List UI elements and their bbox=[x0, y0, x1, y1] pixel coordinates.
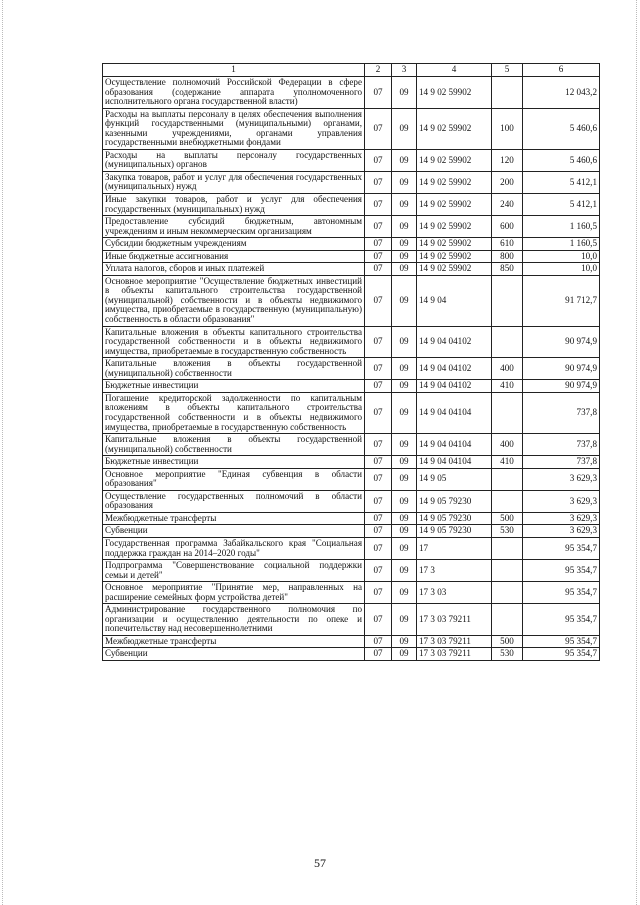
row-amount: 90 974,9 bbox=[523, 358, 600, 380]
row-subsection: 09 bbox=[392, 263, 417, 276]
row-subsection: 09 bbox=[392, 537, 417, 559]
row-target-article: 17 3 03 79211 bbox=[417, 635, 492, 648]
row-name: Межбюджетные трансферты bbox=[103, 512, 365, 525]
table-row bbox=[103, 326, 600, 358]
table-row bbox=[103, 194, 600, 216]
row-subsection: 09 bbox=[392, 648, 417, 661]
scan-edge-right bbox=[636, 0, 637, 905]
row-amount: 3 629,3 bbox=[523, 512, 600, 525]
row-subsection: 09 bbox=[392, 434, 417, 456]
row-amount: 5 412,1 bbox=[523, 171, 600, 193]
row-name: Расходы на выплаты персоналу государственных (муниципальных) органов bbox=[103, 149, 365, 171]
scan-edge-left bbox=[2, 0, 3, 905]
row-name: Субвенции bbox=[103, 525, 365, 538]
row-expense-type bbox=[492, 560, 523, 582]
row-expense-type: 530 bbox=[492, 525, 523, 538]
row-expense-type: 500 bbox=[492, 635, 523, 648]
row-amount: 95 354,7 bbox=[523, 560, 600, 582]
row-amount: 95 354,7 bbox=[523, 582, 600, 604]
row-target-article: 14 9 04 04104 bbox=[417, 434, 492, 456]
row-amount: 90 974,9 bbox=[523, 380, 600, 393]
row-amount: 95 354,7 bbox=[523, 635, 600, 648]
row-amount: 737,8 bbox=[523, 434, 600, 456]
table-header-row bbox=[103, 64, 600, 77]
table-row bbox=[103, 108, 600, 149]
row-expense-type: 530 bbox=[492, 648, 523, 661]
row-amount: 737,8 bbox=[523, 456, 600, 469]
row-expense-type bbox=[492, 582, 523, 604]
table-row bbox=[103, 238, 600, 251]
row-section: 07 bbox=[365, 648, 392, 661]
row-subsection: 09 bbox=[392, 238, 417, 251]
table-row bbox=[103, 171, 600, 193]
row-section: 07 bbox=[365, 358, 392, 380]
row-amount: 1 160,5 bbox=[523, 216, 600, 238]
row-expense-type: 410 bbox=[492, 456, 523, 469]
row-subsection: 09 bbox=[392, 380, 417, 393]
row-target-article: 14 9 05 bbox=[417, 468, 492, 490]
table-row bbox=[103, 392, 600, 433]
row-expense-type bbox=[492, 468, 523, 490]
row-section: 07 bbox=[365, 490, 392, 512]
row-subsection: 09 bbox=[392, 194, 417, 216]
row-amount: 5 460,6 bbox=[523, 108, 600, 149]
table-row bbox=[103, 635, 600, 648]
row-target-article: 17 bbox=[417, 537, 492, 559]
row-section: 07 bbox=[365, 468, 392, 490]
row-name: Бюджетные инвестиции bbox=[103, 380, 365, 393]
header-col-1: 1 bbox=[103, 64, 365, 77]
row-name: Уплата налогов, сборов и иных платежей bbox=[103, 263, 365, 276]
table-row bbox=[103, 434, 600, 456]
row-amount: 737,8 bbox=[523, 392, 600, 433]
row-section: 07 bbox=[365, 250, 392, 263]
row-name: Капитальные вложения в объекты государственной (муниципальной) собственности bbox=[103, 434, 365, 456]
row-name: Основное мероприятие "Принятие мер, направленных на расширение семейных форм устройства детей" bbox=[103, 582, 365, 604]
row-amount: 5 412,1 bbox=[523, 194, 600, 216]
header-col-6: 6 bbox=[523, 64, 600, 77]
row-expense-type: 800 bbox=[492, 250, 523, 263]
row-section: 07 bbox=[365, 456, 392, 469]
row-name: Погашение кредиторской задолженности по капитальным вложениям в объекты капитального строительства государственной собственности и в объекты недвижимого имущества, приобретаемые в государственную собственность bbox=[103, 392, 365, 433]
row-section: 07 bbox=[365, 582, 392, 604]
table-row bbox=[103, 456, 600, 469]
row-subsection: 09 bbox=[392, 216, 417, 238]
row-section: 07 bbox=[365, 512, 392, 525]
row-section: 07 bbox=[365, 171, 392, 193]
row-section: 07 bbox=[365, 275, 392, 326]
row-target-article: 14 9 04 04102 bbox=[417, 326, 492, 358]
row-target-article: 17 3 03 79211 bbox=[417, 604, 492, 636]
row-amount: 1 160,5 bbox=[523, 238, 600, 251]
table-row bbox=[103, 216, 600, 238]
row-section: 07 bbox=[365, 194, 392, 216]
row-target-article: 14 9 04 04104 bbox=[417, 456, 492, 469]
row-expense-type bbox=[492, 537, 523, 559]
row-subsection: 09 bbox=[392, 456, 417, 469]
row-target-article: 14 9 02 59902 bbox=[417, 77, 492, 109]
header-col-2: 2 bbox=[365, 64, 392, 77]
budget-table bbox=[102, 63, 600, 661]
row-expense-type: 610 bbox=[492, 238, 523, 251]
row-amount: 91 712,7 bbox=[523, 275, 600, 326]
row-target-article: 14 9 02 59902 bbox=[417, 250, 492, 263]
header-col-3: 3 bbox=[392, 64, 417, 77]
row-target-article: 17 3 bbox=[417, 560, 492, 582]
row-expense-type: 400 bbox=[492, 358, 523, 380]
row-name: Основное мероприятие "Осуществление бюджетных инвестиций в объекты капитального строительства государственной (муниципальной) собственности и в объекты недвижимого имущества, приобретаемые в государственную (муниципальную) собственность в области образования" bbox=[103, 275, 365, 326]
row-section: 07 bbox=[365, 149, 392, 171]
table-row bbox=[103, 604, 600, 636]
row-section: 07 bbox=[365, 238, 392, 251]
row-name: Капитальные вложения в объекты капитального строительства государственной собственности и в объекты недвижимого имущества, приобретаемые в государственную собственность bbox=[103, 326, 365, 358]
row-section: 07 bbox=[365, 635, 392, 648]
row-subsection: 09 bbox=[392, 326, 417, 358]
row-section: 07 bbox=[365, 604, 392, 636]
row-expense-type: 410 bbox=[492, 380, 523, 393]
row-expense-type: 100 bbox=[492, 108, 523, 149]
row-amount: 95 354,7 bbox=[523, 604, 600, 636]
row-amount: 12 043,2 bbox=[523, 77, 600, 109]
row-section: 07 bbox=[365, 326, 392, 358]
row-section: 07 bbox=[365, 392, 392, 433]
table-row bbox=[103, 648, 600, 661]
row-target-article: 14 9 02 59902 bbox=[417, 149, 492, 171]
row-subsection: 09 bbox=[392, 604, 417, 636]
row-name: Подпрограмма "Совершенствование социальной поддержки семьи и детей" bbox=[103, 560, 365, 582]
row-name: Бюджетные инвестиции bbox=[103, 456, 365, 469]
row-amount: 95 354,7 bbox=[523, 648, 600, 661]
row-target-article: 14 9 04 04102 bbox=[417, 380, 492, 393]
row-amount: 5 460,6 bbox=[523, 149, 600, 171]
row-target-article: 14 9 04 04102 bbox=[417, 358, 492, 380]
row-amount: 95 354,7 bbox=[523, 537, 600, 559]
row-expense-type: 120 bbox=[492, 149, 523, 171]
row-amount: 3 629,3 bbox=[523, 468, 600, 490]
table-row bbox=[103, 537, 600, 559]
row-name: Межбюджетные трансферты bbox=[103, 635, 365, 648]
table-row bbox=[103, 490, 600, 512]
row-name: Капитальные вложения в объекты государственной (муниципальной) собственности bbox=[103, 358, 365, 380]
row-section: 07 bbox=[365, 216, 392, 238]
row-section: 07 bbox=[365, 108, 392, 149]
table-row bbox=[103, 358, 600, 380]
row-subsection: 09 bbox=[392, 392, 417, 433]
row-subsection: 09 bbox=[392, 525, 417, 538]
table-row bbox=[103, 250, 600, 263]
row-subsection: 09 bbox=[392, 468, 417, 490]
table-row bbox=[103, 468, 600, 490]
row-amount: 10,0 bbox=[523, 263, 600, 276]
table-row bbox=[103, 263, 600, 276]
table-row bbox=[103, 380, 600, 393]
row-target-article: 14 9 04 bbox=[417, 275, 492, 326]
row-subsection: 09 bbox=[392, 77, 417, 109]
row-amount: 90 974,9 bbox=[523, 326, 600, 358]
row-target-article: 14 9 02 59902 bbox=[417, 194, 492, 216]
row-amount: 3 629,3 bbox=[523, 525, 600, 538]
row-name: Закупка товаров, работ и услуг для обеспечения государственных (муниципальных) нужд bbox=[103, 171, 365, 193]
table-body bbox=[103, 77, 600, 661]
table-row bbox=[103, 525, 600, 538]
row-subsection: 09 bbox=[392, 108, 417, 149]
row-subsection: 09 bbox=[392, 582, 417, 604]
row-expense-type: 850 bbox=[492, 263, 523, 276]
row-name: Государственная программа Забайкальского края "Социальная поддержка граждан на 2014–2020 годы" bbox=[103, 537, 365, 559]
row-expense-type bbox=[492, 275, 523, 326]
row-expense-type: 600 bbox=[492, 216, 523, 238]
row-name: Осуществление полномочий Российской Федерации в сфере образования (содержание аппарата уполномоченного исполнительного органа государственной власти) bbox=[103, 77, 365, 109]
row-name: Иные закупки товаров, работ и услуг для обеспечения государственных (муниципальных) нужд bbox=[103, 194, 365, 216]
row-expense-type bbox=[492, 77, 523, 109]
row-subsection: 09 bbox=[392, 250, 417, 263]
table-row bbox=[103, 149, 600, 171]
row-subsection: 09 bbox=[392, 358, 417, 380]
row-name: Субвенции bbox=[103, 648, 365, 661]
row-expense-type: 200 bbox=[492, 171, 523, 193]
row-section: 07 bbox=[365, 560, 392, 582]
table-row bbox=[103, 275, 600, 326]
row-subsection: 09 bbox=[392, 275, 417, 326]
row-target-article: 14 9 05 79230 bbox=[417, 490, 492, 512]
row-name: Основное мероприятие "Единая субвенция в области образования" bbox=[103, 468, 365, 490]
row-subsection: 09 bbox=[392, 512, 417, 525]
row-name: Осуществление государственных полномочий в области образования bbox=[103, 490, 365, 512]
row-section: 07 bbox=[365, 263, 392, 276]
row-expense-type: 500 bbox=[492, 512, 523, 525]
row-expense-type bbox=[492, 604, 523, 636]
table-row bbox=[103, 560, 600, 582]
row-target-article: 17 3 03 79211 bbox=[417, 648, 492, 661]
row-section: 07 bbox=[365, 434, 392, 456]
row-target-article: 14 9 02 59902 bbox=[417, 263, 492, 276]
row-subsection: 09 bbox=[392, 490, 417, 512]
row-expense-type: 240 bbox=[492, 194, 523, 216]
table-row bbox=[103, 77, 600, 109]
row-section: 07 bbox=[365, 525, 392, 538]
row-section: 07 bbox=[365, 537, 392, 559]
row-target-article: 14 9 05 79230 bbox=[417, 512, 492, 525]
row-target-article: 14 9 02 59902 bbox=[417, 216, 492, 238]
header-col-4: 4 bbox=[417, 64, 492, 77]
row-name: Субсидии бюджетным учреждениям bbox=[103, 238, 365, 251]
row-expense-type bbox=[492, 392, 523, 433]
table-row bbox=[103, 512, 600, 525]
row-expense-type bbox=[492, 326, 523, 358]
row-subsection: 09 bbox=[392, 635, 417, 648]
header-col-5: 5 bbox=[492, 64, 523, 77]
row-subsection: 09 bbox=[392, 171, 417, 193]
row-target-article: 14 9 04 04104 bbox=[417, 392, 492, 433]
row-expense-type: 400 bbox=[492, 434, 523, 456]
page-number: 57 bbox=[314, 856, 326, 870]
row-name: Администрирование государственного полномочия по организации и осуществлению деятельности по опеке и попечительству над несовершеннолетними bbox=[103, 604, 365, 636]
row-target-article: 14 9 02 59902 bbox=[417, 171, 492, 193]
row-name: Расходы на выплаты персоналу в целях обеспечения выполнения функций государственными (муниципальными) органами, казенными учреждениями, органами управления государственными внебюджетными фондами bbox=[103, 108, 365, 149]
row-expense-type bbox=[492, 490, 523, 512]
row-name: Иные бюджетные ассигнования bbox=[103, 250, 365, 263]
row-subsection: 09 bbox=[392, 560, 417, 582]
row-subsection: 09 bbox=[392, 149, 417, 171]
row-name: Предоставление субсидий бюджетным, автономным учреждениям и иным некоммерческим организациям bbox=[103, 216, 365, 238]
row-target-article: 14 9 05 79230 bbox=[417, 525, 492, 538]
row-amount: 10,0 bbox=[523, 250, 600, 263]
row-section: 07 bbox=[365, 380, 392, 393]
table-row bbox=[103, 582, 600, 604]
row-section: 07 bbox=[365, 77, 392, 109]
row-amount: 3 629,3 bbox=[523, 490, 600, 512]
row-target-article: 14 9 02 59902 bbox=[417, 108, 492, 149]
row-target-article: 17 3 03 bbox=[417, 582, 492, 604]
row-target-article: 14 9 02 59902 bbox=[417, 238, 492, 251]
